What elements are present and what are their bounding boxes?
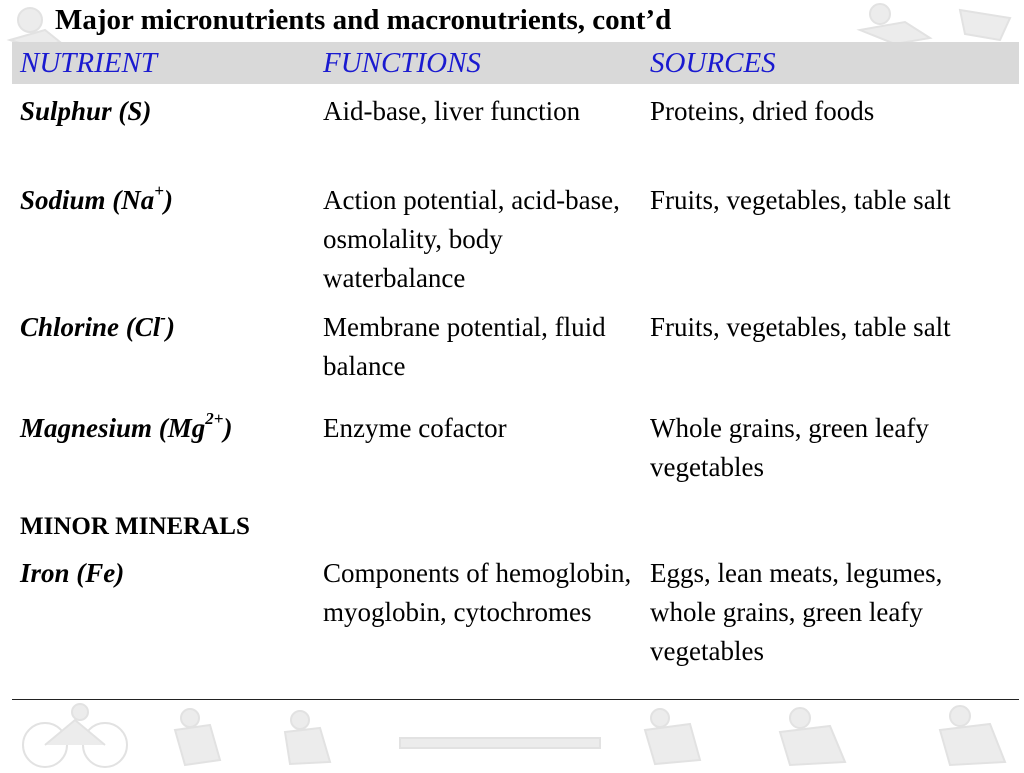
table-row (12, 401, 1019, 499)
cyclist-silhouette-icon (23, 704, 127, 767)
ion-charge: - (160, 308, 166, 327)
functions-cell: Aid-base, liver function (323, 96, 581, 126)
nutrient-cell (12, 173, 315, 300)
runner-silhouette-icon (860, 4, 1010, 44)
sources-cell: Whole grains, green leafy vegetables (650, 413, 929, 482)
athlete-silhouette-icon (175, 709, 220, 765)
nutrient-cell (12, 300, 315, 401)
section-label-minor-minerals: MINOR MINERALS (20, 513, 250, 540)
functions-cell: Components of hemoglobin, myoglobin, cytochromes (323, 558, 632, 627)
functions-cell: Action potential, acid-base, osmolality, body waterbalance (323, 185, 620, 293)
nutrient-name-text: Sodium (Na (20, 185, 155, 215)
table-row (12, 84, 1019, 173)
table-bottom-rule (12, 699, 1019, 700)
functions-cell: Enzyme cofactor (323, 413, 507, 443)
runner-silhouette-icon (645, 709, 700, 764)
sources-cell: Fruits, vegetables, table salt (650, 185, 951, 215)
slide-title: Major micronutrients and macronutrients, cont’d (55, 4, 672, 36)
nutrient-cell: Iron (Fe) (20, 558, 125, 588)
nutrient-cell: Sulphur (S) (20, 96, 152, 126)
nutrient-name-text: Chlorine (Cl (20, 312, 161, 342)
sources-cell: Eggs, lean meats, legumes, whole grains, green leafy vegetables (650, 558, 943, 666)
ion-charge: 2+ (205, 409, 224, 428)
nutrient-table (12, 42, 1019, 704)
header-functions: FUNCTIONS (323, 47, 481, 79)
functions-cell: Membrane potential, fluid balance (323, 312, 606, 381)
nutrient-name-text: Magnesium (Mg (20, 413, 206, 443)
table-row (12, 546, 1019, 704)
runner-silhouette-icon (940, 706, 1005, 765)
nutrient-cell (12, 401, 315, 499)
ion-charge: + (154, 181, 164, 200)
table-row (12, 300, 1019, 401)
athlete-silhouette-icon (285, 711, 330, 764)
athlete-silhouette-icon (780, 708, 845, 765)
sources-cell: Fruits, vegetables, table salt (650, 312, 951, 342)
nutrient-name-close: ) (223, 413, 233, 443)
header-nutrient: NUTRIENT (20, 47, 157, 79)
section-row (12, 499, 1019, 546)
sources-cell: Proteins, dried foods (650, 96, 875, 126)
table-header-row (12, 42, 1019, 84)
nutrient-name-close: ) (165, 312, 175, 342)
header-sources: SOURCES (650, 47, 776, 79)
nutrient-name-close: ) (163, 185, 173, 215)
table-row (12, 173, 1019, 300)
